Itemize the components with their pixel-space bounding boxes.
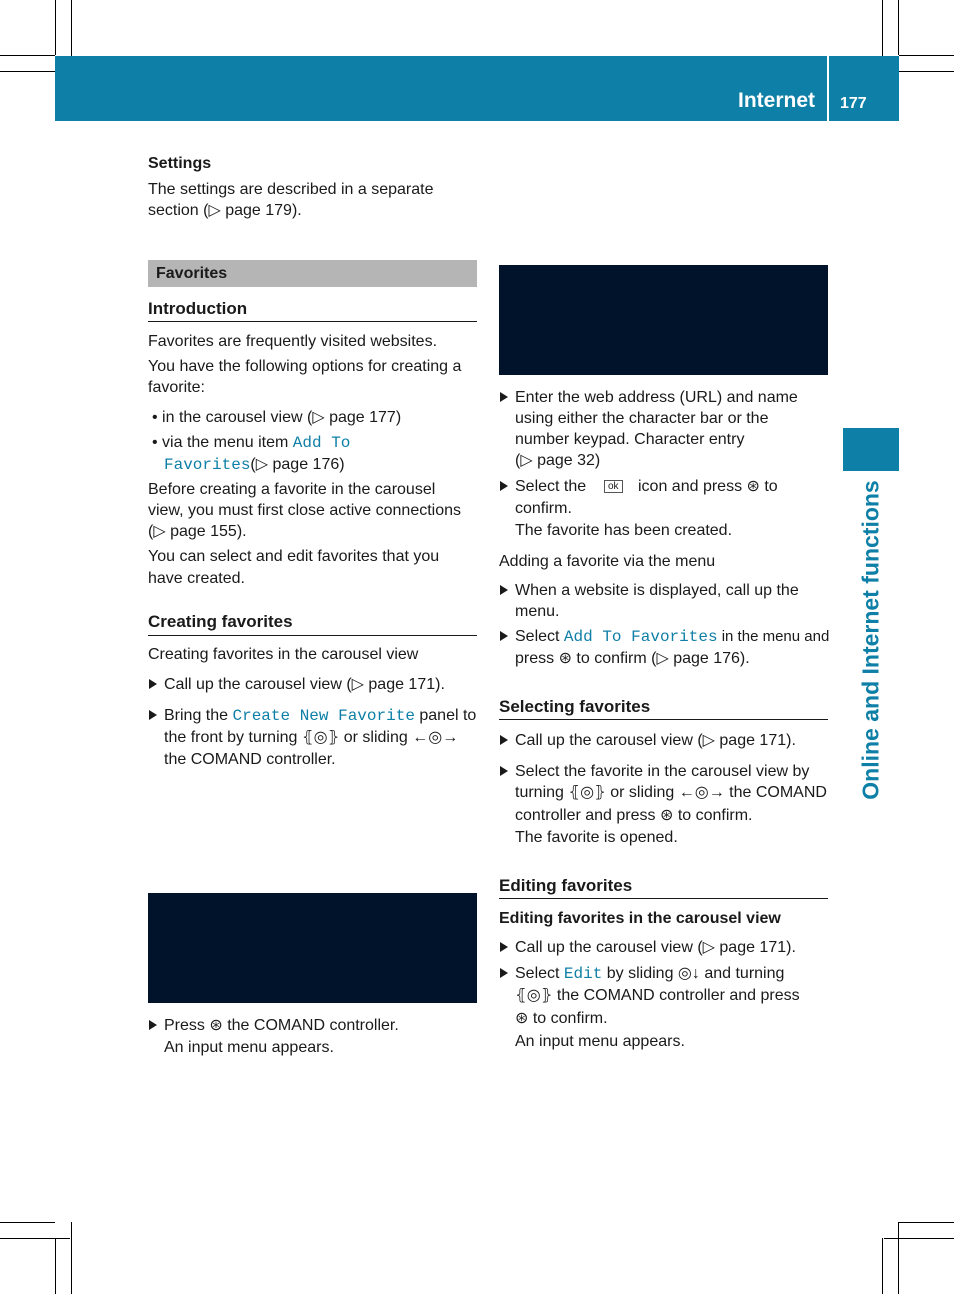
intro-text: You have the following options for creating a: [148, 358, 462, 375]
header-divider: [827, 56, 829, 121]
settings-text: section (▷ page 179).: [148, 202, 302, 219]
step-arrow-icon: [500, 766, 508, 776]
step-arrow-icon: [500, 735, 508, 745]
step-arrow-icon: [500, 392, 508, 402]
step-text: [515, 626, 829, 648]
editing-heading: Editing favorites: [499, 876, 633, 895]
editing-subheading: Editing favorites in the carousel view: [499, 910, 781, 927]
crop-mark: [55, 0, 56, 55]
step-arrow-icon: [149, 710, 157, 720]
crop-mark: [55, 1238, 56, 1294]
step-text: When a website is displayed, call up the: [515, 582, 799, 599]
creating-heading: Creating favorites: [148, 612, 293, 631]
heading-rule: [499, 719, 828, 720]
bullet-item: • in the carousel view (▷ page 177): [152, 409, 402, 426]
settings-text: The settings are described in a separate: [148, 181, 434, 198]
crop-mark: [0, 1238, 70, 1239]
ok-icon: [604, 476, 623, 497]
body-text: You can select and edit favorites that you: [148, 548, 440, 565]
step-text: confirm.: [515, 500, 572, 517]
step-arrow-icon: [500, 481, 508, 491]
screen-illustration: [148, 893, 477, 1003]
step-text: turning ⦃◎⦄ or sliding ←◎→ the COMAND: [515, 784, 827, 801]
intro-text: Favorites are frequently visited websites.: [148, 333, 438, 350]
step-text-part: Select: [515, 965, 564, 982]
step-text-part: Select: [515, 628, 564, 645]
body-text: view, you must first close active connections: [148, 502, 462, 519]
step-text: menu.: [515, 603, 560, 620]
crop-mark: [898, 1222, 899, 1294]
step-text-part: in the menu and: [717, 628, 830, 645]
step-arrow-icon: [500, 585, 508, 595]
body-text: Creating favorites in the carousel view: [148, 646, 419, 663]
crop-mark: [0, 1222, 55, 1223]
step-arrow-icon: [149, 1020, 157, 1030]
step-arrow-icon: [500, 942, 508, 952]
step-text: [164, 705, 476, 727]
screen-illustration: [499, 265, 828, 375]
bullet-text: • via the menu item: [152, 434, 293, 451]
step-text: number keypad. Character entry: [515, 431, 745, 448]
step-result: An input menu appears.: [164, 1039, 334, 1056]
step-text: [515, 963, 784, 985]
crop-mark: [898, 0, 899, 55]
body-text: Before creating a favorite in the carousel: [148, 481, 436, 498]
settings-heading: Settings: [148, 155, 212, 172]
step-text: Select the favorite in the carousel view by: [515, 763, 810, 780]
step-text: icon and press ⊛ to: [638, 478, 778, 495]
step-text-part: by sliding ◎↓ and turning: [602, 965, 785, 982]
bullet-text: (▷ page 176): [250, 456, 345, 473]
crop-mark: [899, 55, 954, 56]
step-text: Call up the carousel view (▷ page 171).: [515, 732, 796, 749]
heading-rule: [499, 898, 828, 899]
step-text: Press ⊛ the COMAND controller.: [164, 1017, 399, 1034]
step-result: The favorite is opened.: [515, 829, 678, 846]
section-title: Internet: [737, 89, 815, 112]
crop-mark: [899, 1222, 954, 1223]
favorites-section-title: Favorites: [156, 265, 228, 282]
step-result: An input menu appears.: [515, 1033, 685, 1050]
body-text: (▷ page 155).: [148, 523, 247, 540]
menu-item-code: Add To Favorites: [563, 628, 718, 646]
step-text: the COMAND controller.: [164, 751, 336, 768]
introduction-heading: Introduction: [148, 299, 248, 318]
menu-item-code: Edit: [563, 965, 603, 983]
step-text: ⊛ to confirm.: [515, 1010, 608, 1027]
crop-mark: [71, 1222, 72, 1294]
step-arrow-icon: [149, 679, 157, 689]
intro-text: favorite:: [148, 379, 205, 396]
step-text: using either the character bar or the: [515, 410, 769, 427]
crop-mark: [882, 1238, 883, 1294]
body-text: have created.: [148, 570, 245, 587]
heading-rule: [148, 635, 477, 636]
chapter-title: Online and Internet functions: [857, 480, 884, 800]
crop-mark: [884, 1238, 954, 1239]
ok-key-label: ok: [604, 480, 623, 493]
body-text: Adding a favorite via the menu: [499, 553, 716, 570]
crop-mark: [0, 55, 55, 56]
step-text: ⦃◎⦄ the COMAND controller and press: [515, 987, 800, 1004]
menu-item-code: Add To: [292, 434, 351, 452]
step-text: Enter the web address (URL) and name: [515, 389, 798, 406]
step-text: Select the: [515, 478, 587, 495]
panel-name-code: Create New Favorite: [232, 707, 415, 725]
heading-rule: [148, 321, 477, 322]
step-arrow-icon: [500, 631, 508, 641]
bullet-item: [164, 454, 345, 476]
page-number: 177: [840, 95, 867, 112]
step-text-part: panel to: [414, 707, 477, 724]
step-result: The favorite has been created.: [515, 522, 733, 539]
step-text-part: Bring the: [164, 707, 233, 724]
step-arrow-icon: [500, 968, 508, 978]
step-text: Call up the carousel view (▷ page 171).: [164, 676, 445, 693]
step-text: the front by turning ⦃◎⦄ or sliding ←◎→: [164, 729, 459, 746]
step-text: Call up the carousel view (▷ page 171).: [515, 939, 796, 956]
step-text: press ⊛ to confirm (▷ page 176).: [515, 650, 750, 667]
step-text: (▷ page 32): [515, 452, 601, 469]
menu-item-code: Favorites: [164, 456, 251, 474]
chapter-tab: [843, 428, 899, 471]
bullet-item: [152, 432, 350, 454]
selecting-heading: Selecting favorites: [499, 697, 651, 716]
step-text: controller and press ⊛ to confirm.: [515, 807, 753, 824]
